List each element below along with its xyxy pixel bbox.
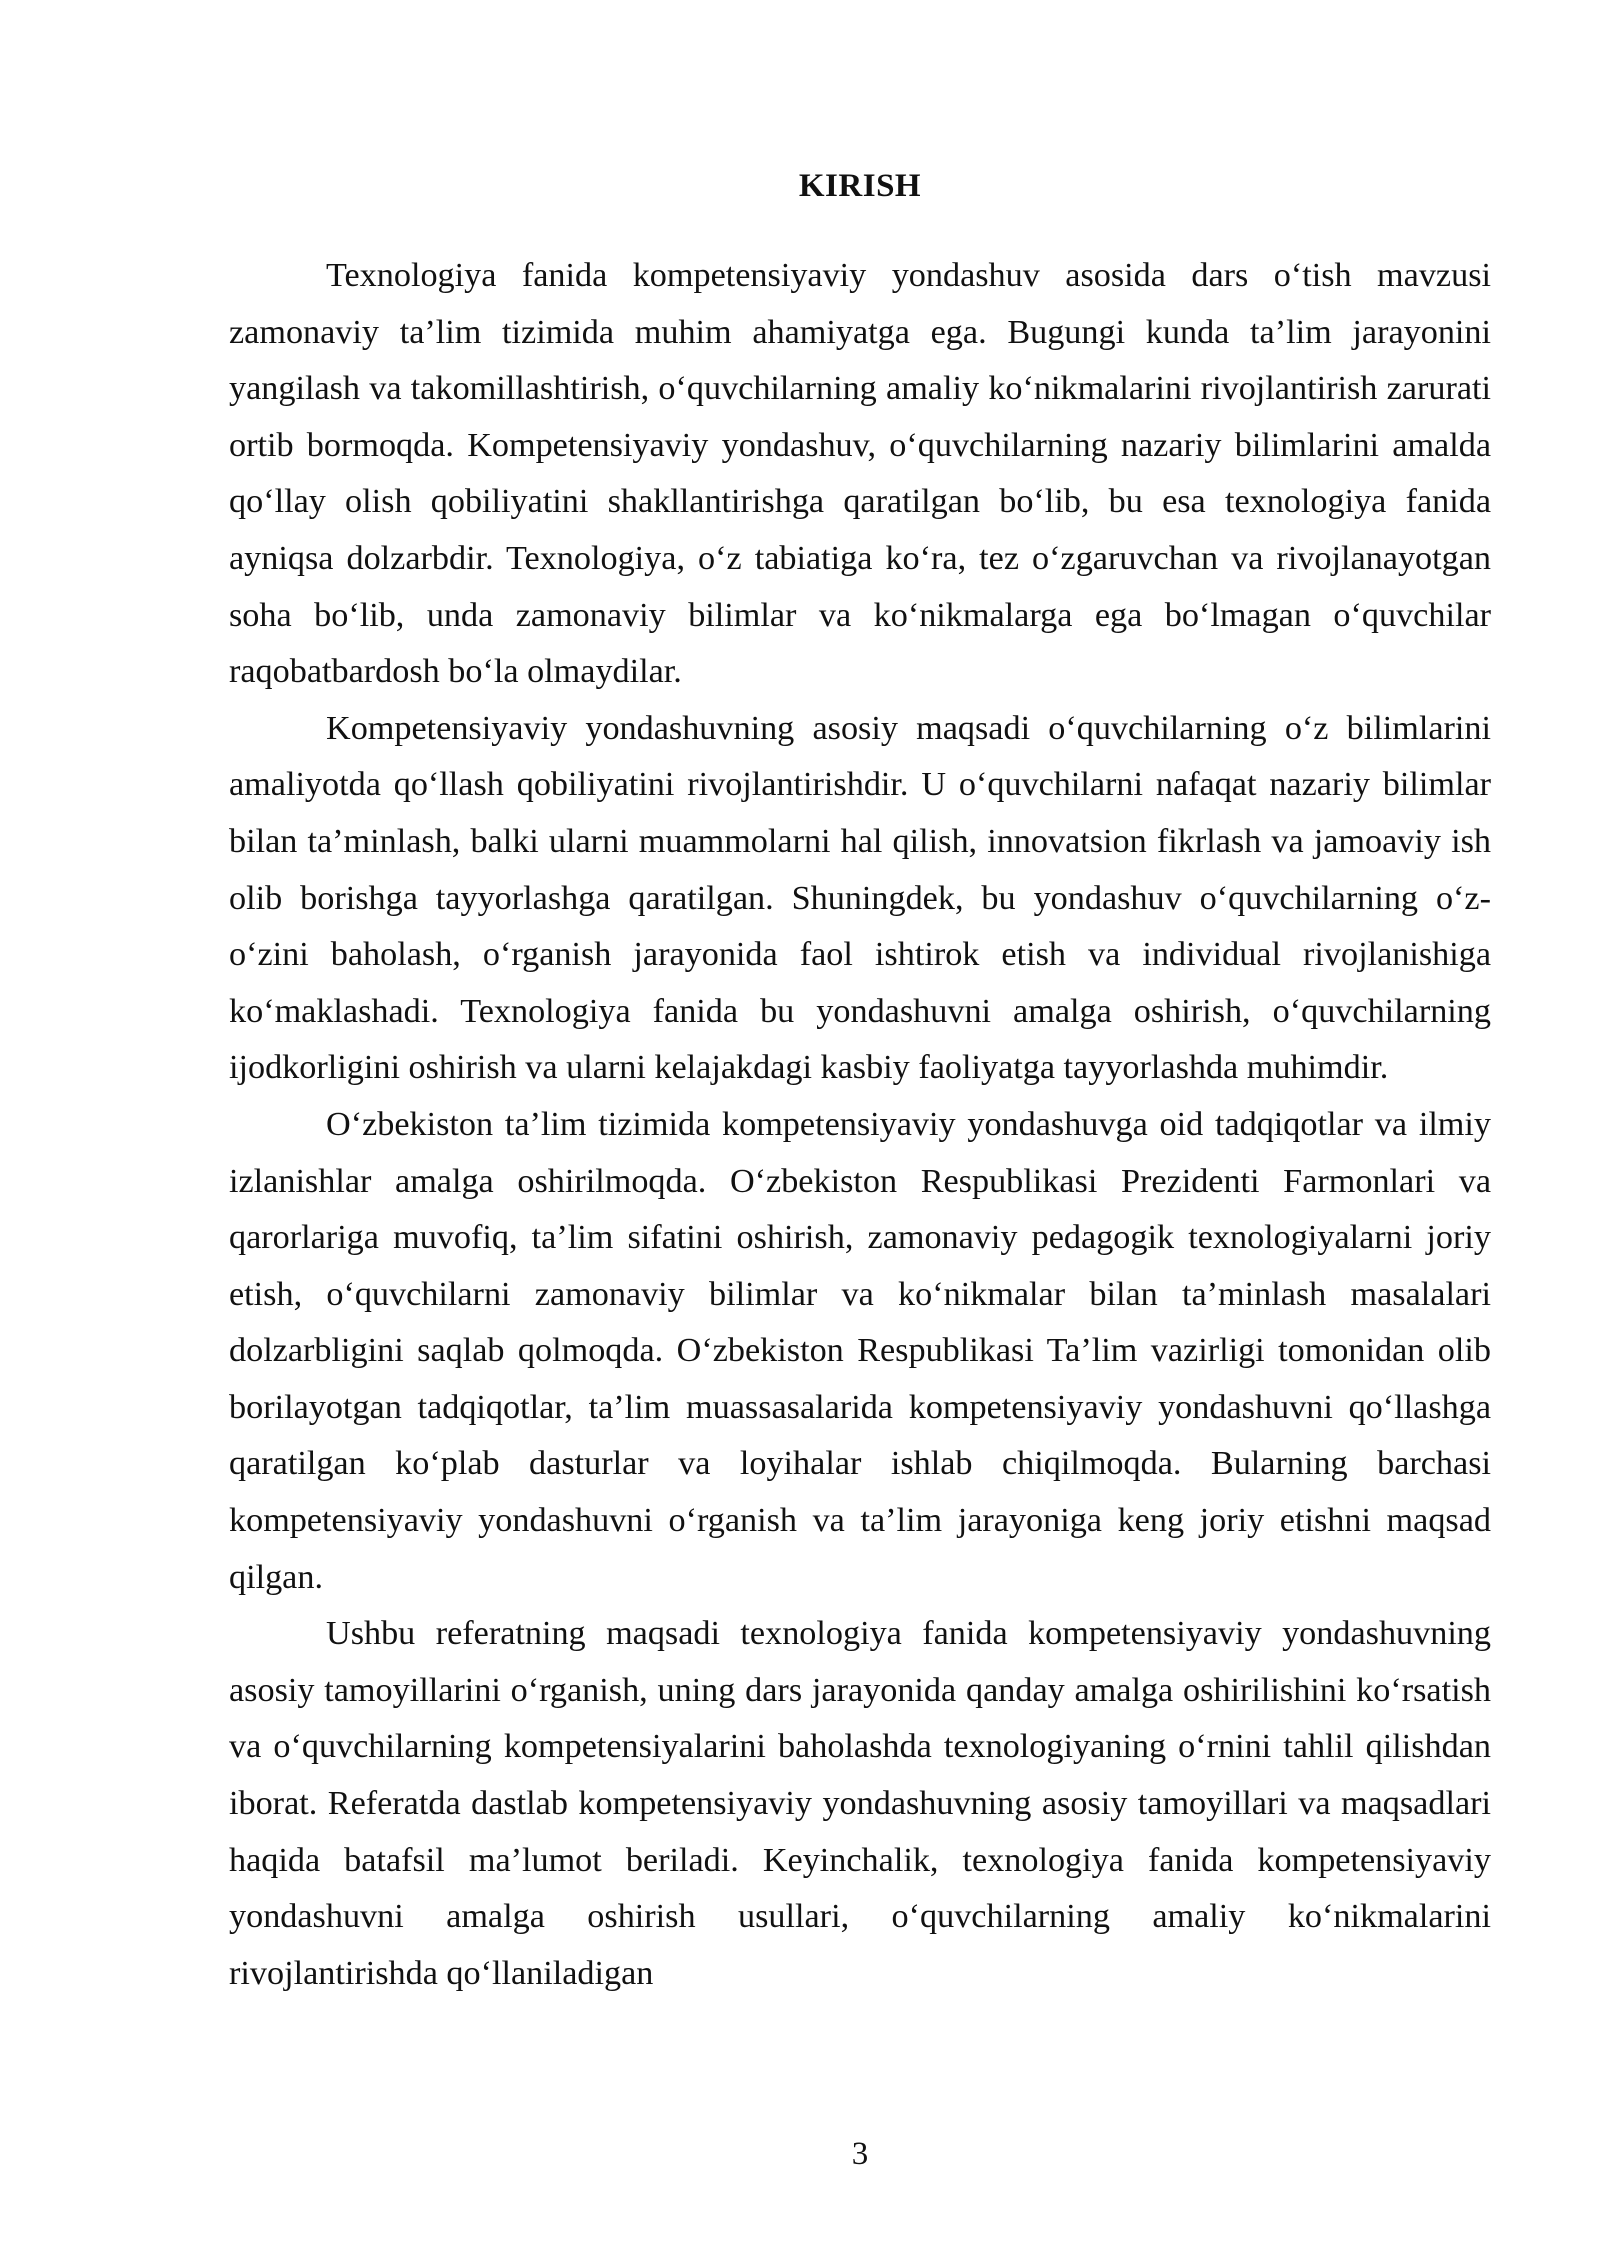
body-text [229,248,1491,2002]
paragraph-2: Kompetensiyaviy yondashuvning asosiy maqsadi o‘quvchilarning o‘z bilimlarini amaliyotda qo‘llash qobiliyatini rivojlantirishdir. U o‘quvchilarni nafaqat nazariy bilimlar bilan ta’minlash, balki ularni muammolarni hal qilish, innovatsion fikrlash va jamoaviy ish olib borishga tayyorlashga qaratilgan. Shuningdek, bu yondashuv o‘quvchilarning o‘z-o‘zini baholash, o‘rganish jarayonida faol ishtirok etish va individual rivojlanishiga ko‘maklashadi. Texnologiya fanida bu yondashuvni amalga oshirish, o‘quvchilarning ijodkorligini oshirish va ularni kelajakdagi kasbiy faoliyatga tayyorlashda muhimdir. [229,709,1491,1087]
paragraph-3: O‘zbekiston ta’lim tizimida kompetensiyaviy yondashuvga oid tadqiqotlar va ilmiy izlanishlar amalga oshirilmoqda. O‘zbekiston Respublikasi Prezidenti Farmonlari va qarorlariga muvofiq, ta’lim sifatini oshirish, zamonaviy pedagogik texnologiyalarni joriy etish, o‘quvchilarni zamonaviy bilimlar va ko‘nikmalar bilan ta’minlash masalalari dolzarbligini saqlab qolmoqda. O‘zbekiston Respublikasi Ta’lim vazirligi tomonidan olib borilayotgan tadqiqotlar, ta’lim muassasalarida kompetensiyaviy yondashuvni qo‘llashga qaratilgan ko‘plab dasturlar va loyihalar ishlab chiqilmoqda. Bularning barchasi kompetensiyaviy yondashuvni o‘rganish va ta’lim jarayoniga keng joriy etishni maqsad qilgan. [229,1105,1491,1596]
paragraph-4: Ushbu referatning maqsadi texnologiya fanida kompetensiyaviy yondashuvning asosiy tamoyillarini o‘rganish, uning dars jarayonida qanday amalga oshirilishini ko‘rsatish va o‘quvchilarning kompetensiyalarini baholashda texnologiyaning o‘rnini tahlil qilishdan iborat. Referatda dastlab kompetensiyaviy yondashuvning asosiy tamoyillari va maqsadlari haqida batafsil ma’lumot beriladi. Keyinchalik, texnologiya fanida kompetensiyaviy yondashuvni amalga oshirish usullari, o‘quvchilarning amaliy ko‘nikmalarini rivojlantirishda qo‘llaniladigan [229,1615,1491,1992]
document-page [229,0,1491,2262]
page-number: 3 [851,2136,869,2172]
section-title: KIRISH [798,168,922,204]
paragraph-1: Texnologiya fanida kompetensiyaviy yondashuv asosida dars o‘tish mavzusi zamonaviy ta’lim tizimida muhim ahamiyatga ega. Bugungi kunda ta’lim jarayonini yangilash va takomillashtirish, o‘quvchilarning amaliy ko‘nikmalarini rivojlantirish zarurati ortib bormoqda. Kompetensiyaviy yondashuv, o‘quvchilarning nazariy bilimlarini amalda qo‘llay olish qobiliyatini shakllantirishga qaratilgan bo‘lib, bu esa texnologiya fanida ayniqsa dolzarbdir. Texnologiya, o‘z tabiatiga ko‘ra, tez o‘zgaruvchan va rivojlanayotgan soha bo‘lib, unda zamonaviy bilimlar va ko‘nikmalarga ega bo‘lmagan o‘quvchilar raqobatbardosh bo‘la olmaydilar. [229,257,1491,691]
